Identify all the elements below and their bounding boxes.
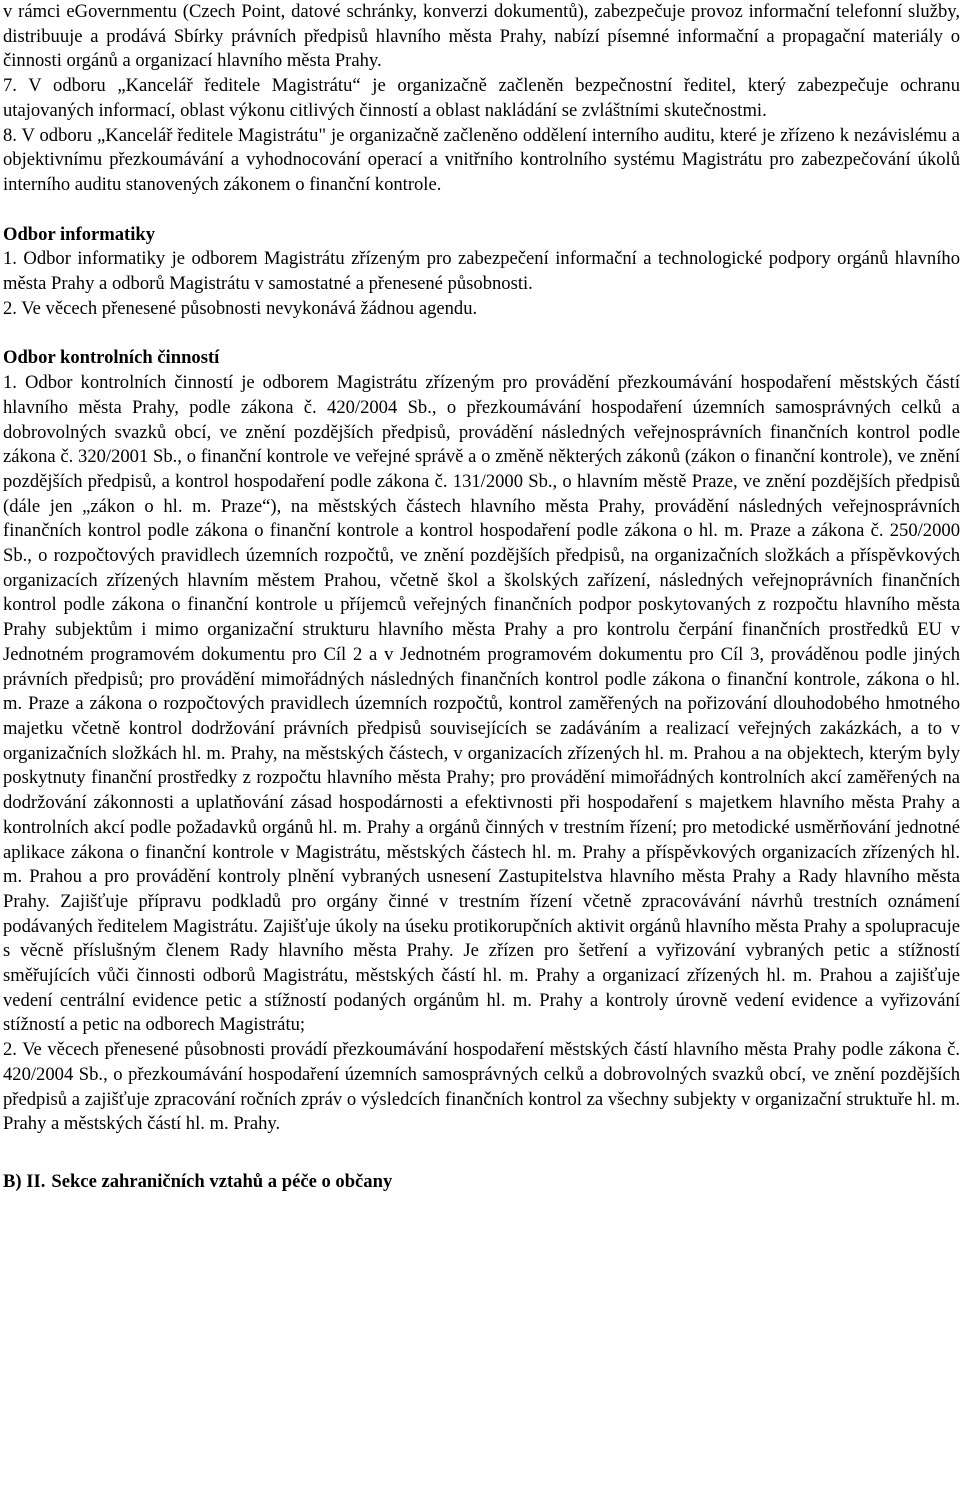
kontrolnich-item-2: 2. Ve věcech přenesené působnosti provádí přezkoumávání hospodaření městských částí hlavního města Prahy podle zákona č. 420/2004 Sb., o přezkoumávání hospodaření územních samosprávných celků a dobrovolných svazků obcí, ve znění pozdějších předpisů a zajišťuje zpracování ročních zpráv o výsledcích finančních kontrol za všechny subjekty v organizační struktuře hl. m. Prahy a městských částí hl. m. Prahy.	[3, 1039, 960, 1135]
section-label: B) II.	[3, 1170, 46, 1192]
kontrolnich-item-1: 1. Odbor kontrolních činností je odborem Magistrátu zřízeným pro provádění přezkoumávání hospodaření městských částí hlavního města Prahy, podle zákona č. 420/2004 Sb., o přezkoumávání hospodaření územních samosprávných celků a dobrovolných svazků obcí, ve znění pozdějších předpisů, provádění následných veřejnosprávních finančních kontrol podle zákona č. 320/2001 Sb., o finanční kontrole ve veřejné správě a o změně některých zákonů (zákon o finanční kontrole), ve znění pozdějších předpisů, a kontrol hospodaření podle zákona č. 131/2000 Sb., o hlavním městě Praze, ve znění pozdějších předpisů (dále jen „zákon o hl. m. Praze“), na městských částech hlavního města Prahy, provádění následných veřejnosprávních finančních kontrol podle zákona o finanční kontrole a kontrol hospodaření podle zákona o hl. m. Praze a zákona č. 250/2000 Sb., o rozpočtových pravidlech územních rozpočtů, ve znění pozdějších předpisů, na organizačních složkách a příspěvkových organizacích zřízených hlavním městem Prahou, včetně škol a školských zařízení, následných veřejnoprávních finančních kontrol podle zákona o finanční kontrole u příjemců veřejných finančních podpor poskytovaných z rozpočtu hlavního města Prahy subjektům i mimo organizační strukturu hlavního města Prahy a pro kontrolu čerpání finančních prostředků EU v Jednotném programovém dokumentu pro Cíl 2 a v Jednotném programovém dokumentu pro Cíl 3, prováděnou podle jiných právních předpisů; pro provádění mimořádných následných finančních kontrol podle zákona o finanční kontrole, zákona o hl. m. Praze a zákona o rozpočtových pravidlech územních rozpočtů, kontrol zaměřených na pořizování dlouhodobého hmotného majetku včetně kontrol dodržování právních předpisů souvisejících se zadáváním a realizací veřejných zakázkách, a to v organizačních složkách hl. m. Prahy, na městských částech, v organizacích zřízených hl. m. Prahou a na objektech, kterým byly poskytnuty finanční prostředky z rozpočtu hlavního města Prahy; pro provádění mimořádných kontrolních akcí zaměřených na dodržování zákonnosti a uplatňování zásad hospodárnosti a efektivnosti při hospodaření s majetkem hlavního města Prahy a kontrolních akcí podle požadavků orgánů hl. m. Prahy a orgánů činných v trestním řízení; pro metodické usměrňování jednotné aplikace zákona o finanční kontrole v Magistrátu, městských částech hl. m. Prahy a příspěvkových organizacích zřízených hl. m. Prahou a pro provádění kontroly plnění vybraných usnesení Zastupitelstva hlavního města Prahy a Rady hlavního města Prahy. Zajišťuje přípravu podkladů pro orgány činné v trestním řízení včetně zpracovávání návrhů trestních oznámení podávaných ředitelem Magistrátu. Zajišťuje úkoly na úseku protikorupčních aktivit orgánů hlavního města Prahy a spolupracuje s věcně příslušným členem Rady hlavního města Prahy. Je zřízen pro šetření a vyřizování vybraných petic a stížností směřujících vůči činnosti odborů Magistrátu, městských částí hl. m. Prahy a organizací zřízených hl. m. Prahou a zajišťuje vedení centrální evidence petic a stížností podaných orgánům hl. m. Prahy a kontroly úrovně vedení evidence a vyřizování stížností a petic na odborech Magistrátu;	[3, 372, 960, 1036]
paragraph-intro: v rámci eGovernmentu (Czech Point, datové schránky, konverzi dokumentů), zabezpečuje provoz informační telefonní služby, distribuuje a prodává Sbírky právních předpisů hlavního města Prahy, nabízí písemné informační a propagační materiály o činnosti orgánů a organizací hlavního města Prahy.	[3, 1, 960, 72]
informatiky-item-2: 2. Ve věcech přenesené působnosti nevykonává žádnou agendu.	[3, 297, 478, 319]
heading-odbor-kontrolnich-cinnosti: Odbor kontrolních činností	[3, 347, 220, 369]
section-heading-b	[3, 1170, 960, 1195]
informatiky-item-1: 1. Odbor informatiky je odborem Magistrátu zřízeným pro zabezpečení informační a technologické podpory orgánů hlavního města Prahy a odborů Magistrátu v samostatné a přenesené působnosti.	[3, 248, 960, 295]
spacer	[3, 198, 960, 223]
spacer	[3, 321, 960, 346]
paragraph-8: 8. V odboru „Kancelář ředitele Magistrátu" je organizačně začleněno oddělení interního auditu, které je zřízeno k nezávislému a objektivnímu přezkoumávání a vyhodnocování operací a vnitřního kontrolního systému Magistrátu pro zabezpečování úkolů interního auditu stanovených zákonem o finanční kontrole.	[3, 124, 960, 195]
section-title: Sekce zahraničních vztahů a péče o občany	[51, 1170, 393, 1192]
heading-odbor-informatiky: Odbor informatiky	[3, 223, 156, 245]
spacer	[3, 1137, 960, 1170]
paragraph-7: 7. V odboru „Kancelář ředitele Magistrátu“ je organizačně začleněn bezpečnostní ředitel, který zabezpečuje ochranu utajovaných informací, oblast výkonu citlivých činností a oblast nakládání se zvláštními skutečnostmi.	[3, 75, 960, 121]
